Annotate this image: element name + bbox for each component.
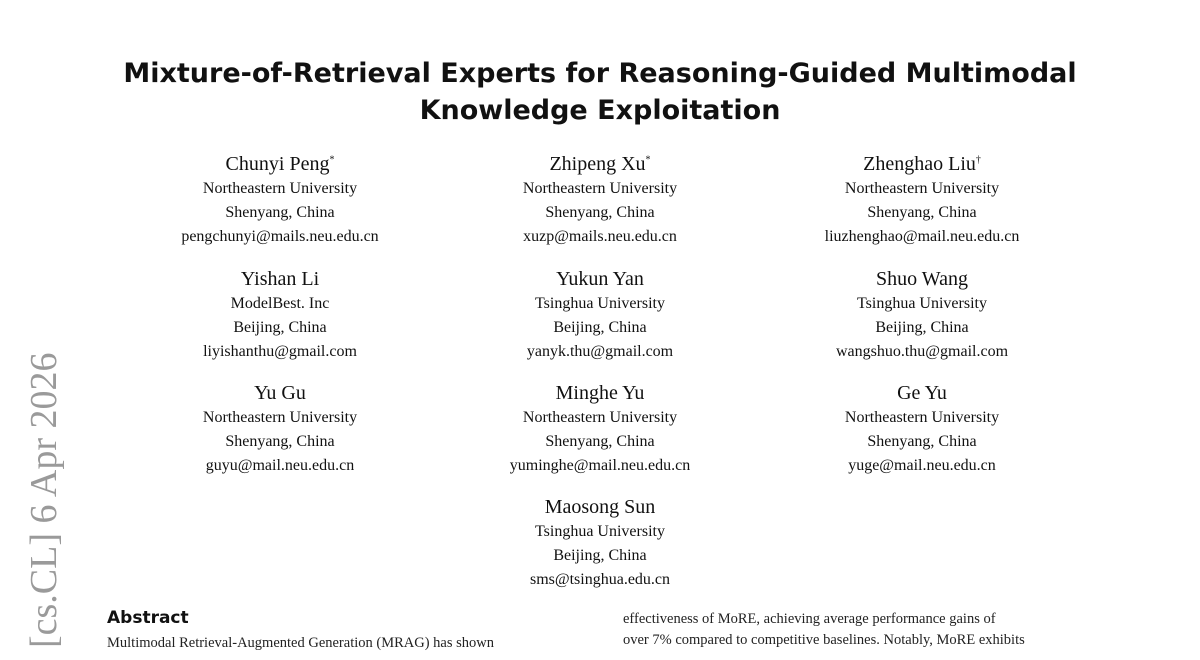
author-block	[752, 381, 1092, 478]
author-location: Beijing, China	[553, 319, 647, 336]
abstract-left-text: Multimodal Retrieval-Augmented Generation (MRAG) has shown	[107, 635, 494, 651]
author-block	[430, 495, 770, 592]
author-email: yuminghe@mail.neu.edu.cn	[509, 457, 691, 474]
author-name: Minghe Yu	[555, 382, 645, 404]
author-mark: †	[975, 154, 981, 166]
author-name: Yishan Li	[240, 268, 320, 290]
author-block	[110, 381, 450, 478]
author-email: yanyk.thu@gmail.com	[526, 343, 674, 360]
author-affiliation: Northeastern University	[844, 409, 1000, 426]
author-affiliation: Northeastern University	[522, 409, 678, 426]
arxiv-stamp	[24, 340, 84, 660]
author-email: yuge@mail.neu.edu.cn	[848, 457, 996, 474]
author-affiliation: Northeastern University	[202, 409, 358, 426]
author-name: Ge Yu	[897, 382, 947, 404]
author-email: liyishanthu@gmail.com	[203, 343, 357, 360]
author-name: Chunyi Peng*	[225, 153, 335, 175]
abstract-heading: Abstract	[107, 608, 189, 628]
author-affiliation: ModelBest. Inc	[230, 295, 330, 312]
author-location: Beijing, China	[233, 319, 327, 336]
author-mark: *	[645, 154, 651, 166]
abstract-right-line: over 7% compared to competitive baselines. Notably, MoRE exhibits	[623, 632, 1025, 648]
author-affiliation: Northeastern University	[522, 180, 678, 197]
author-location: Beijing, China	[553, 547, 647, 564]
author-block	[110, 152, 450, 249]
arxiv-stamp-text: [cs.CL] 6 Apr 2026	[23, 352, 65, 648]
paper-title: Mixture-of-Retrieval Experts for Reasoning-Guided Multimodal Knowledge Exploitation	[123, 58, 1077, 126]
author-location: Shenyang, China	[545, 433, 655, 450]
author-block	[752, 152, 1092, 249]
author-block	[430, 152, 770, 249]
author-email: wangshuo.thu@gmail.com	[835, 343, 1009, 360]
author-mark: *	[329, 154, 335, 166]
author-affiliation: Tsinghua University	[857, 295, 987, 312]
author-location: Shenyang, China	[545, 204, 655, 221]
author-email: sms@tsinghua.edu.cn	[529, 571, 671, 588]
author-block	[752, 267, 1092, 364]
author-affiliation: Northeastern University	[844, 180, 1000, 197]
author-email: pengchunyi@mails.neu.edu.cn	[181, 228, 379, 245]
author-email: guyu@mail.neu.edu.cn	[205, 457, 355, 474]
author-location: Shenyang, China	[867, 204, 977, 221]
author-affiliation: Tsinghua University	[535, 523, 665, 540]
author-location: Shenyang, China	[225, 204, 335, 221]
author-location: Shenyang, China	[867, 433, 977, 450]
author-name: Zhipeng Xu*	[549, 153, 651, 175]
author-email: xuzp@mails.neu.edu.cn	[523, 228, 677, 245]
author-affiliation: Tsinghua University	[535, 295, 665, 312]
author-block	[430, 381, 770, 478]
author-name: Zhenghao Liu†	[863, 153, 981, 175]
author-email: liuzhenghao@mail.neu.edu.cn	[824, 228, 1020, 245]
author-affiliation: Northeastern University	[202, 180, 358, 197]
author-name: Shuo Wang	[876, 268, 968, 290]
author-location: Beijing, China	[875, 319, 969, 336]
author-name: Yu Gu	[254, 382, 306, 404]
author-name: Yukun Yan	[556, 268, 644, 290]
author-block	[110, 267, 450, 364]
author-location: Shenyang, China	[225, 433, 335, 450]
author-block	[430, 267, 770, 364]
author-name: Maosong Sun	[544, 496, 656, 518]
abstract-right-line: effectiveness of MoRE, achieving average performance gains of	[623, 611, 996, 627]
abstract-right-text	[623, 609, 1103, 651]
